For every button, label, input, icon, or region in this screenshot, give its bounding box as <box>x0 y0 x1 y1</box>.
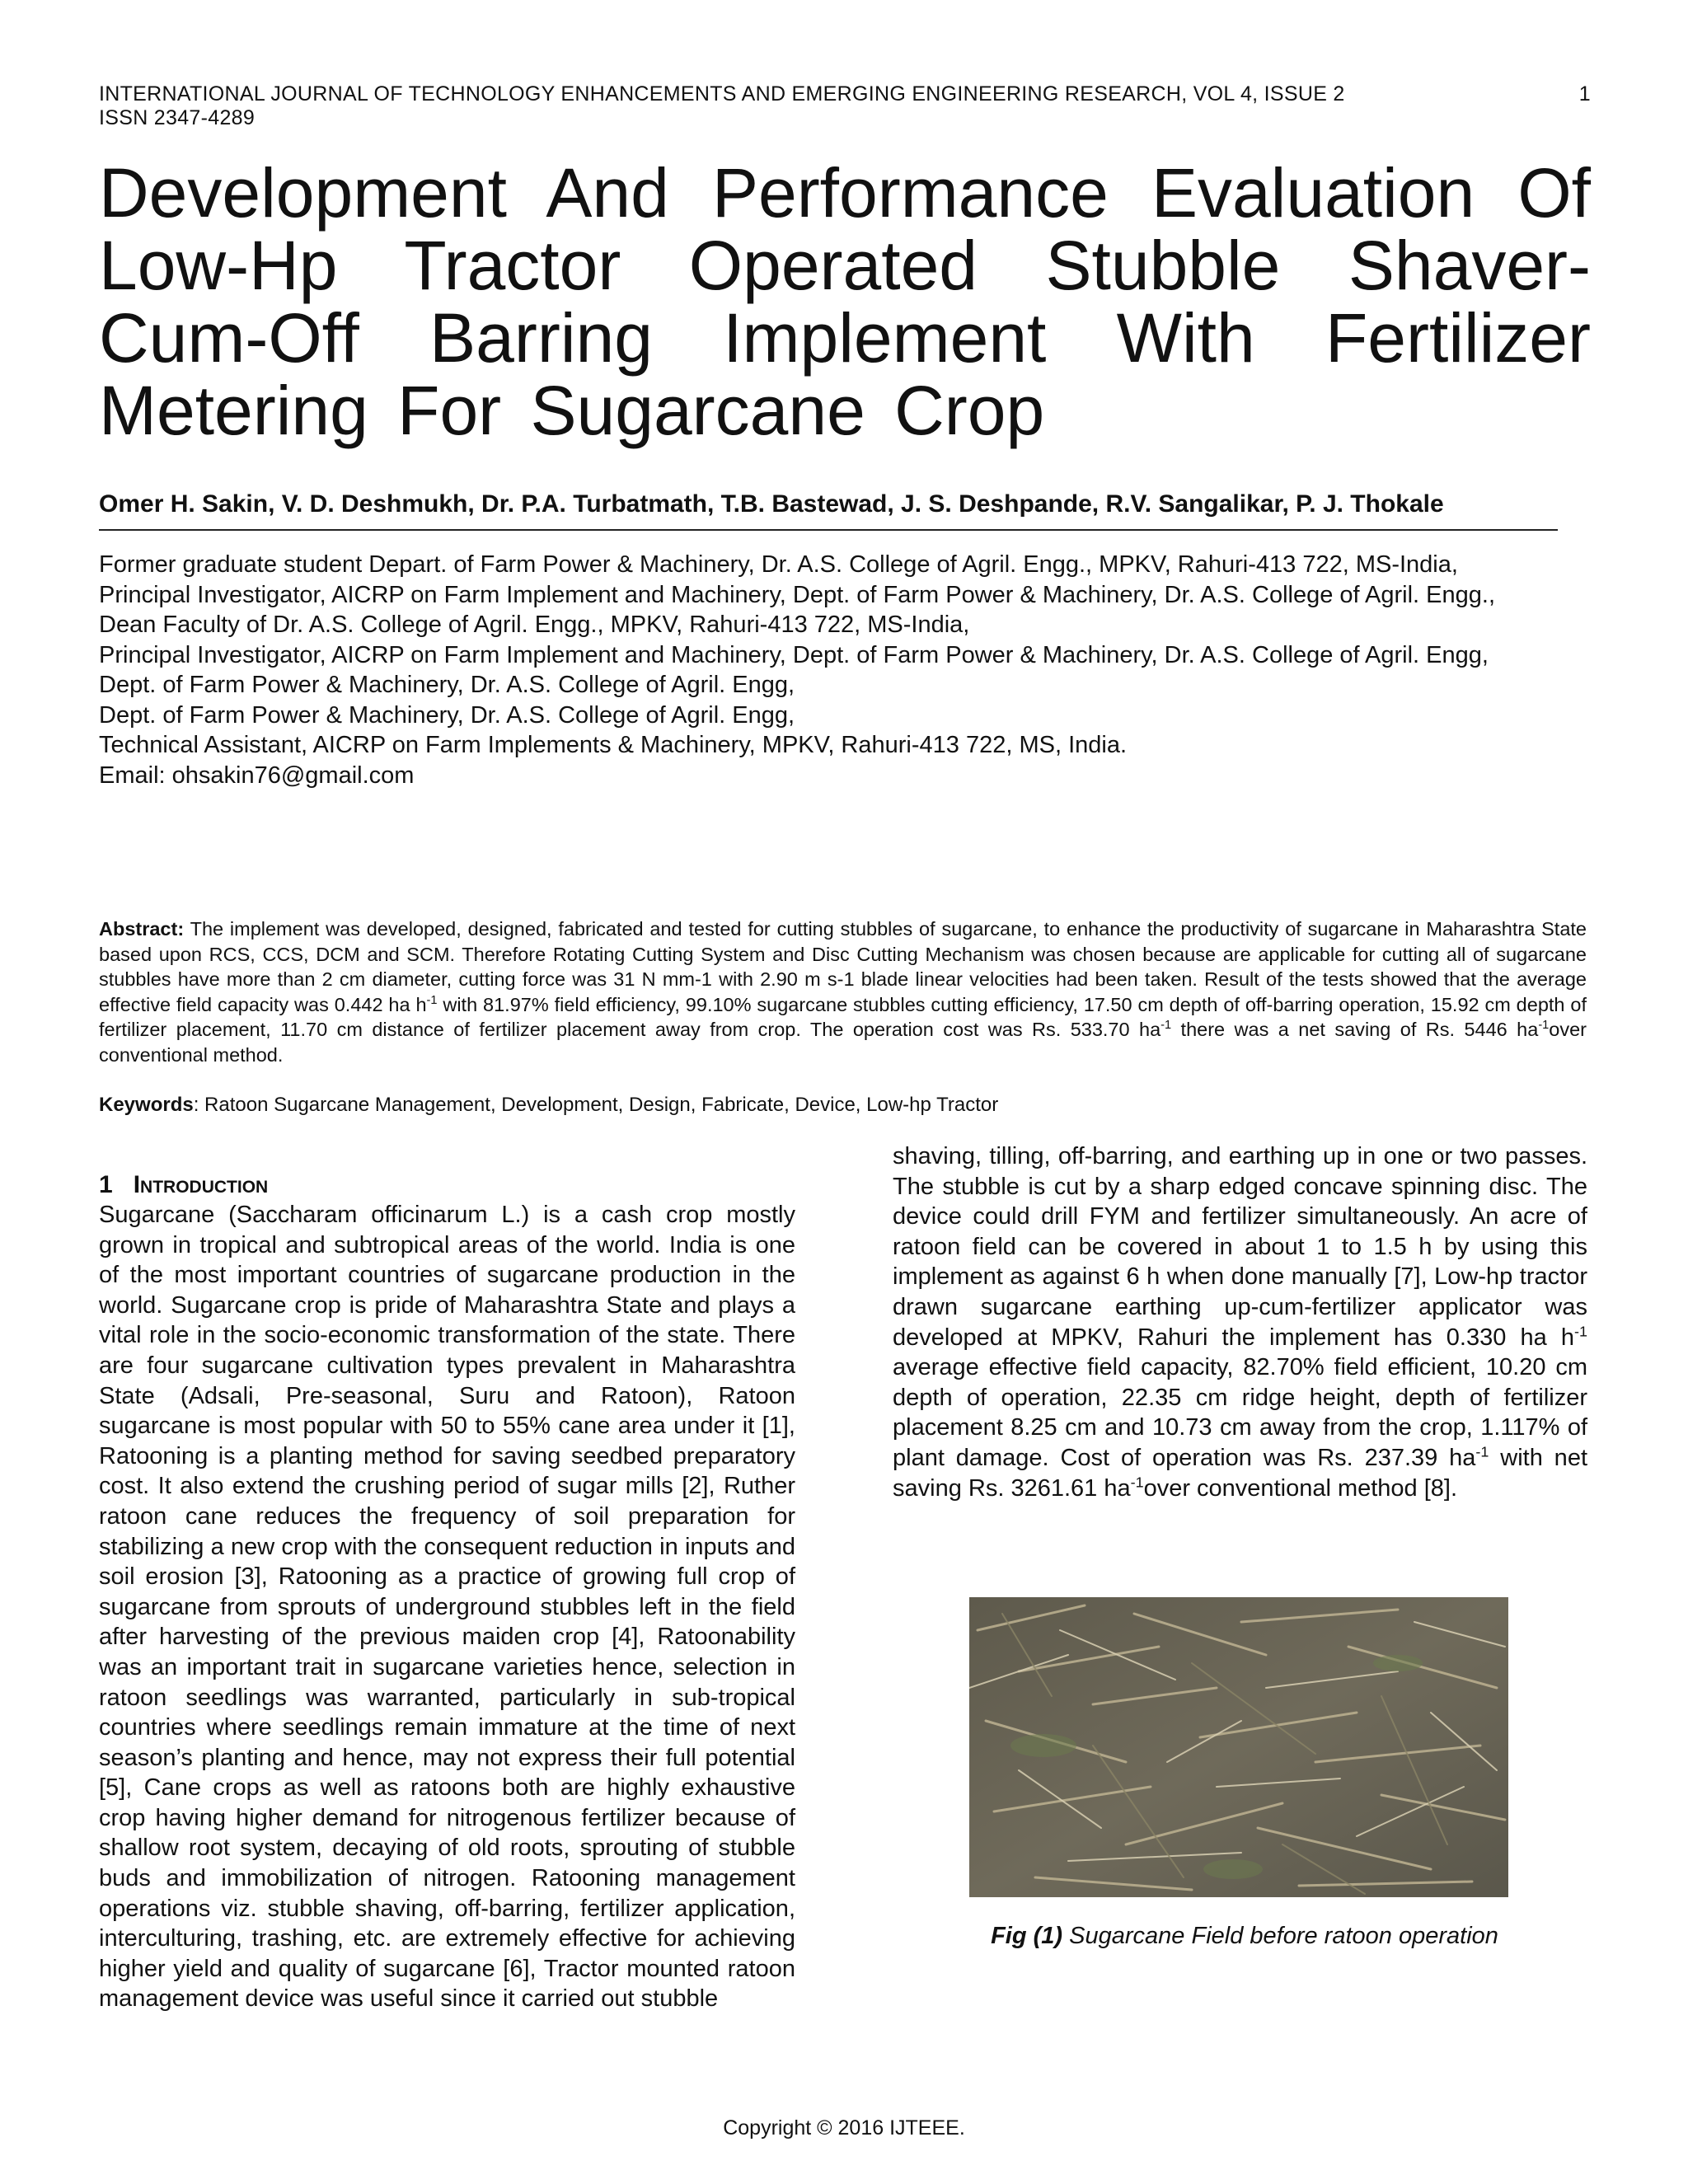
abstract-text-3: there was a net saving of Rs. 5446 ha <box>1171 1019 1539 1040</box>
figure-1-photo <box>969 1597 1508 1897</box>
issn: ISSN 2347-4289 <box>99 106 256 129</box>
affiliation-2: Principal Investigator, AICRP on Farm Implement and Machinery, Dept. of Farm Power & Machinery, Dr. A.S. College of Agril. Engg., <box>99 581 1496 608</box>
right-column <box>893 1141 1587 1503</box>
abstract <box>99 916 1587 1067</box>
page-number: 1 <box>1578 82 1591 105</box>
section-number: 1 <box>99 1171 113 1198</box>
intro-right-text-2: average effective field capacity, 82.70% field efficient, 10.20 cm depth of operation, 22.35 cm ridge height, depth of fertilizer placement 8.25 cm and 10.73 cm away from the crop, 1.117% of plant damage. Cost of operation was Rs. 237.39 ha <box>893 1354 1587 1471</box>
copyright-footer: Copyright © 2016 IJTEEE. <box>723 2116 965 2139</box>
authors: Omer H. Sakin, V. D. Deshmukh, Dr. P.A. Turbatmath, T.B. Bastewad, J. S. Deshpande, R.V. Sangalikar, P. J. Thokale <box>99 490 1444 518</box>
affiliation-6: Dept. of Farm Power & Machinery, Dr. A.S. College of Agril. Engg, <box>99 701 795 729</box>
intro-paragraph-left: Sugarcane (Saccharam officinarum L.) is a cash crop mostly grown in tropical and subtropical areas of the world. India is one of the most important countries of sugarcane production in the world. Sugarcane crop is pride of Maharashtra State and plays a vital role in the socio-economic transformation of the state. There are four sugarcane cultivation types prevalent in Maharashtra State (Adsali, Pre-seasonal, Suru and Ratoon), Ratoon sugarcane is most popular with 50 to 55% cane area under it [1], Ratooning is a planting method for saving seedbed preparatory cost. It also extend the crushing period of sugar mills [2], Ruther ratoon cane reduces the frequency of soil preparation for stabilizing a new crop with the consequent reduction in inputs and soil erosion [3], Ratooning as a practice of growing full crop of sugarcane from sprouts of underground stubbles left in the field after harvesting of the previous maiden crop [4], Ratoonability was an important trait in sugarcane varieties hence, selection in ratoon seedlings was warranted, particularly in sub-tropical countries where seedlings remain immature at the time of next season’s planting and hence, may not express their full potential [5], Cane crops as well as ratoons both are highly exhaustive crop having higher demand for nitrogenous fertilizer because of shallow root system, decaying of old roots, sprouting of stubble buds and immobilization of nitrogen. Ratooning management operations viz. stubble shaving, off-barring, fertilizer application, interculturing, trashing, etc. are extremely effective for achieving higher yield and quality of sugarcane [6], Tractor mounted ratoon management device was useful since it carried out stubble <box>99 1202 795 2013</box>
affiliation-3: Dean Faculty of Dr. A.S. College of Agril. Engg., MPKV, Rahuri-413 722, MS-India, <box>99 612 970 638</box>
section-heading-introduction <box>99 1170 795 1200</box>
abstract-sup-3: -1 <box>1538 1019 1550 1033</box>
abstract-text-2: with 81.97% field efficiency, 99.10% sugarcane stubbles cutting efficiency, 17.50 cm depth of off-barring operation, 15.92 cm depth of fertilizer placement, 11.70 cm distance of fertilizer placement away from crop. The operation cost was Rs. 533.70 ha <box>99 993 1587 1040</box>
intro-right-text-1: shaving, tilling, off-barring, and earthing up in one or two passes. The stubble is cut by a sharp edged concave spinning disc. The device could drill FYM and fertilizer simultaneously. An acre of ratoon field can be covered in about 1 to 1.5 h by using this implement as against 6 h when done manually [7], Low-hp tractor drawn sugarcane earthing up-cum-fertilizer applicator was developed at MPKV, Rahuri the implement has 0.330 ha h <box>893 1143 1587 1351</box>
figure-caption-text: Sugarcane Field before ratoon operation <box>1062 1923 1498 1949</box>
abstract-sup-1: -1 <box>426 993 438 1007</box>
affiliation-7: Technical Assistant, AICRP on Farm Implements & Machinery, MPKV, Rahuri-413 722, MS, India. <box>99 732 1128 758</box>
affiliations <box>99 550 1587 790</box>
figure-1-caption <box>898 1923 1591 1950</box>
keywords <box>99 1093 1587 1118</box>
figure-label: Fig (1) <box>991 1923 1063 1949</box>
keywords-label: Keywords <box>99 1094 194 1116</box>
intro-right-text-3: with net saving Rs. 3261.61 ha <box>893 1444 1587 1502</box>
affiliation-1: Former graduate student Depart. of Farm Power & Machinery, Dr. A.S. College of Agril. Engg., MPKV, Rahuri-413 722, MS-India, <box>99 551 1458 578</box>
affiliation-5: Dept. of Farm Power & Machinery, Dr. A.S. College of Agril. Engg, <box>99 672 795 698</box>
journal-header <box>99 82 1591 130</box>
intro-right-text-4: over conventional method [8]. <box>1143 1474 1458 1502</box>
abstract-text-4: over conventional method. <box>99 1019 1587 1066</box>
keywords-text: : Ratoon Sugarcane Management, Development, Design, Fabricate, Device, Low-hp Tractor <box>193 1094 999 1116</box>
author-divider <box>99 529 1558 531</box>
paper-title: Development And Performance Evaluation Of Low-Hp Tractor Operated Stubble Shaver-Cum-Off Barring Implement With Fertilizer Metering For Sugarcane Crop <box>99 154 1591 449</box>
journal-name: INTERNATIONAL JOURNAL OF TECHNOLOGY ENHANCEMENTS AND EMERGING ENGINEERING RESEARCH, VOL 4, ISSUE 2 <box>99 82 1345 105</box>
affiliation-4: Principal Investigator, AICRP on Farm Implement and Machinery, Dept. of Farm Power & Machinery, Dr. A.S. College of Agril. Engg, <box>99 641 1489 668</box>
intro-right-sup-2: -1 <box>1475 1443 1489 1460</box>
abstract-sup-2: -1 <box>1160 1019 1172 1033</box>
left-column <box>99 1170 795 2014</box>
section-title: Introduction <box>133 1171 269 1198</box>
email-line: Email: ohsakin76@gmail.com <box>99 762 415 789</box>
abstract-label: Abstract: <box>99 918 185 940</box>
intro-right-sup-1: -1 <box>1574 1322 1587 1339</box>
sugarcane-field-image <box>969 1597 1508 1897</box>
intro-right-sup-3: -1 <box>1130 1473 1144 1490</box>
abstract-text-1: The implement was developed, designed, fabricated and tested for cutting stubbles of sugarcane, to enhance the productivity of sugarcane in Maharashtra State based upon RCS, CCS, DCM and SCM. Therefore Rotating Cutting System and Disc Cutting Mechanism was chosen because are applicable for cutting all of sugarcane stubbles have more than 2 cm diameter, cutting force was 31 N mm-1 with 2.90 m s-1 blade linear velocities had been taken. Result of the tests showed that the average effective field capacity was 0.442 ha h <box>99 918 1587 1015</box>
